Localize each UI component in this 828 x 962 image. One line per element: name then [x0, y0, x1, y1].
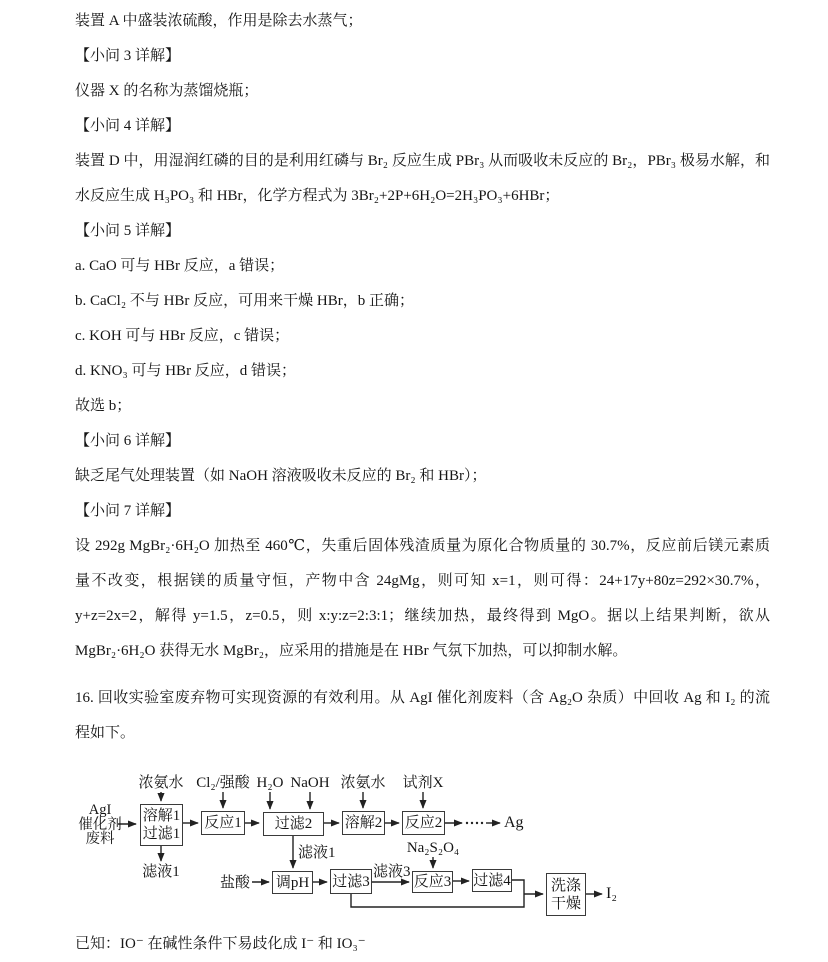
reagent-hcl-label: 盐酸: [220, 875, 251, 891]
text-line: 仪器 X 的名称为蒸馏烧瓶；: [75, 83, 259, 99]
reagent-ammonia2-label: 浓氨水: [340, 775, 386, 791]
source-line: 催化剂: [78, 816, 122, 833]
step-react2-box: 反应2: [402, 811, 445, 835]
step-dissolve1-filter1-box: [140, 804, 183, 846]
box-line: 洗涤: [550, 877, 581, 894]
question-16-intro: 16. 回收实验室废弃物可实现资源的有效利用。从 AgI 催化剂废料（含 Ag₂O 杂质）中回收 Ag 和 I₂ 的流: [75, 690, 770, 706]
step-wash-dry-box: [546, 873, 586, 916]
step-filter2-box: 过滤2: [263, 812, 324, 836]
text-line: 水反应生成 H₃PO₃ 和 HBr，化学方程式为 3Br₂+2P+6H₂O=2H₃PO₃+6HBr；: [75, 188, 560, 204]
option-d-line: d. KNO₃ 可与 HBr 反应，d 错误；: [75, 363, 297, 379]
section-heading: 【小问 7 详解】: [75, 503, 181, 519]
product-ag-label: Ag: [504, 814, 524, 831]
step-react1-box: 反应1: [201, 811, 245, 835]
known-line: 已知：IO⁻ 在碱性条件下易歧化成 I⁻ 和 IO₃⁻: [75, 936, 366, 952]
section-heading: 【小问 4 详解】: [75, 118, 181, 134]
source-material-label: [72, 803, 128, 847]
section-heading: 【小问 3 详解】: [75, 48, 181, 64]
source-line: 废料: [85, 831, 115, 847]
box-line: 干燥: [550, 895, 581, 912]
text-line: 缺乏尾气处理装置（如 NaOH 溶液吸收未反应的 Br₂ 和 HBr）；: [75, 468, 487, 484]
section-heading: 【小问 6 详解】: [75, 433, 181, 449]
filtrate3-stream-label: 滤液3: [373, 864, 411, 880]
reagent-naoh-label: NaOH: [290, 775, 330, 791]
process-flowchart: [60, 761, 720, 919]
text-line: 装置 D 中，用湿润红磷的目的是利用红磷与 Br₂ 反应生成 PBr₃ 从而吸收未反应的 Br₂，PBr₃ 极易水解，和: [75, 153, 770, 169]
step-filter4-box: 过滤4: [472, 869, 512, 892]
text-line: MgBr₂·6H₂O 获得无水 MgBr₂，应采用的措施是在 HBr 气氛下加热，可以抑制水解。: [75, 643, 628, 659]
box-line: 溶解1: [142, 808, 181, 824]
reagent-cl2-acid-label: Cl₂/强酸: [196, 775, 250, 791]
option-a-line: a. CaO 可与 HBr 反应，a 错误；: [75, 258, 285, 274]
source-line: AgI: [88, 802, 112, 818]
text-line: 设 292g MgBr₂·6H₂O 加热至 460℃，失重后固体残渣质量为原化合物质量的 30.7%，反应前后镁元素质: [75, 538, 770, 554]
text-line: 装置 A 中盛装浓硫酸，作用是除去水蒸气；: [75, 13, 363, 29]
reagent-ammonia1-label: 浓氨水: [138, 775, 184, 791]
section-heading: 【小问 5 详解】: [75, 223, 181, 239]
product-i2-label: I₂: [606, 885, 617, 902]
step-react3-box: 反应3: [412, 871, 453, 893]
step-dissolve2-box: 溶解2: [342, 811, 385, 835]
filtrate1-stream-label: 滤液1: [298, 845, 336, 861]
known-info: [0, 923, 828, 962]
step-adjust-ph-box: 调pH: [272, 871, 313, 894]
text-line: y+z=2x=2，解得 y=1.5，z=0.5，则 x:y:z=2:3:1；继续加热，最终得到 MgO。据以上结果判断，欲从: [75, 608, 770, 624]
filtrate1-output-label: 滤液1: [142, 864, 180, 880]
box-line: 过滤1: [142, 826, 181, 842]
text-line: 量不改变，根据镁的质量守恒，产物中含 24gMg，则可知 x=1，则可得：24+17y+80z=292×30.7%，: [75, 573, 770, 589]
step-filter3-box: 过滤3: [330, 869, 372, 894]
option-b-line: b. CaCl₂ 不与 HBr 反应，可用来干燥 HBr，b 正确；: [75, 293, 414, 309]
text-line: 程如下。: [75, 725, 136, 741]
reagent-h2o-label: H₂O: [256, 775, 284, 791]
text-line: 故选 b；: [75, 398, 132, 414]
option-c-line: c. KOH 可与 HBr 反应，c 错误；: [75, 328, 290, 344]
reagent-x-label: 试剂X: [402, 775, 444, 791]
reagent-na2s2o4-label: Na₂S₂O₄: [406, 840, 460, 856]
